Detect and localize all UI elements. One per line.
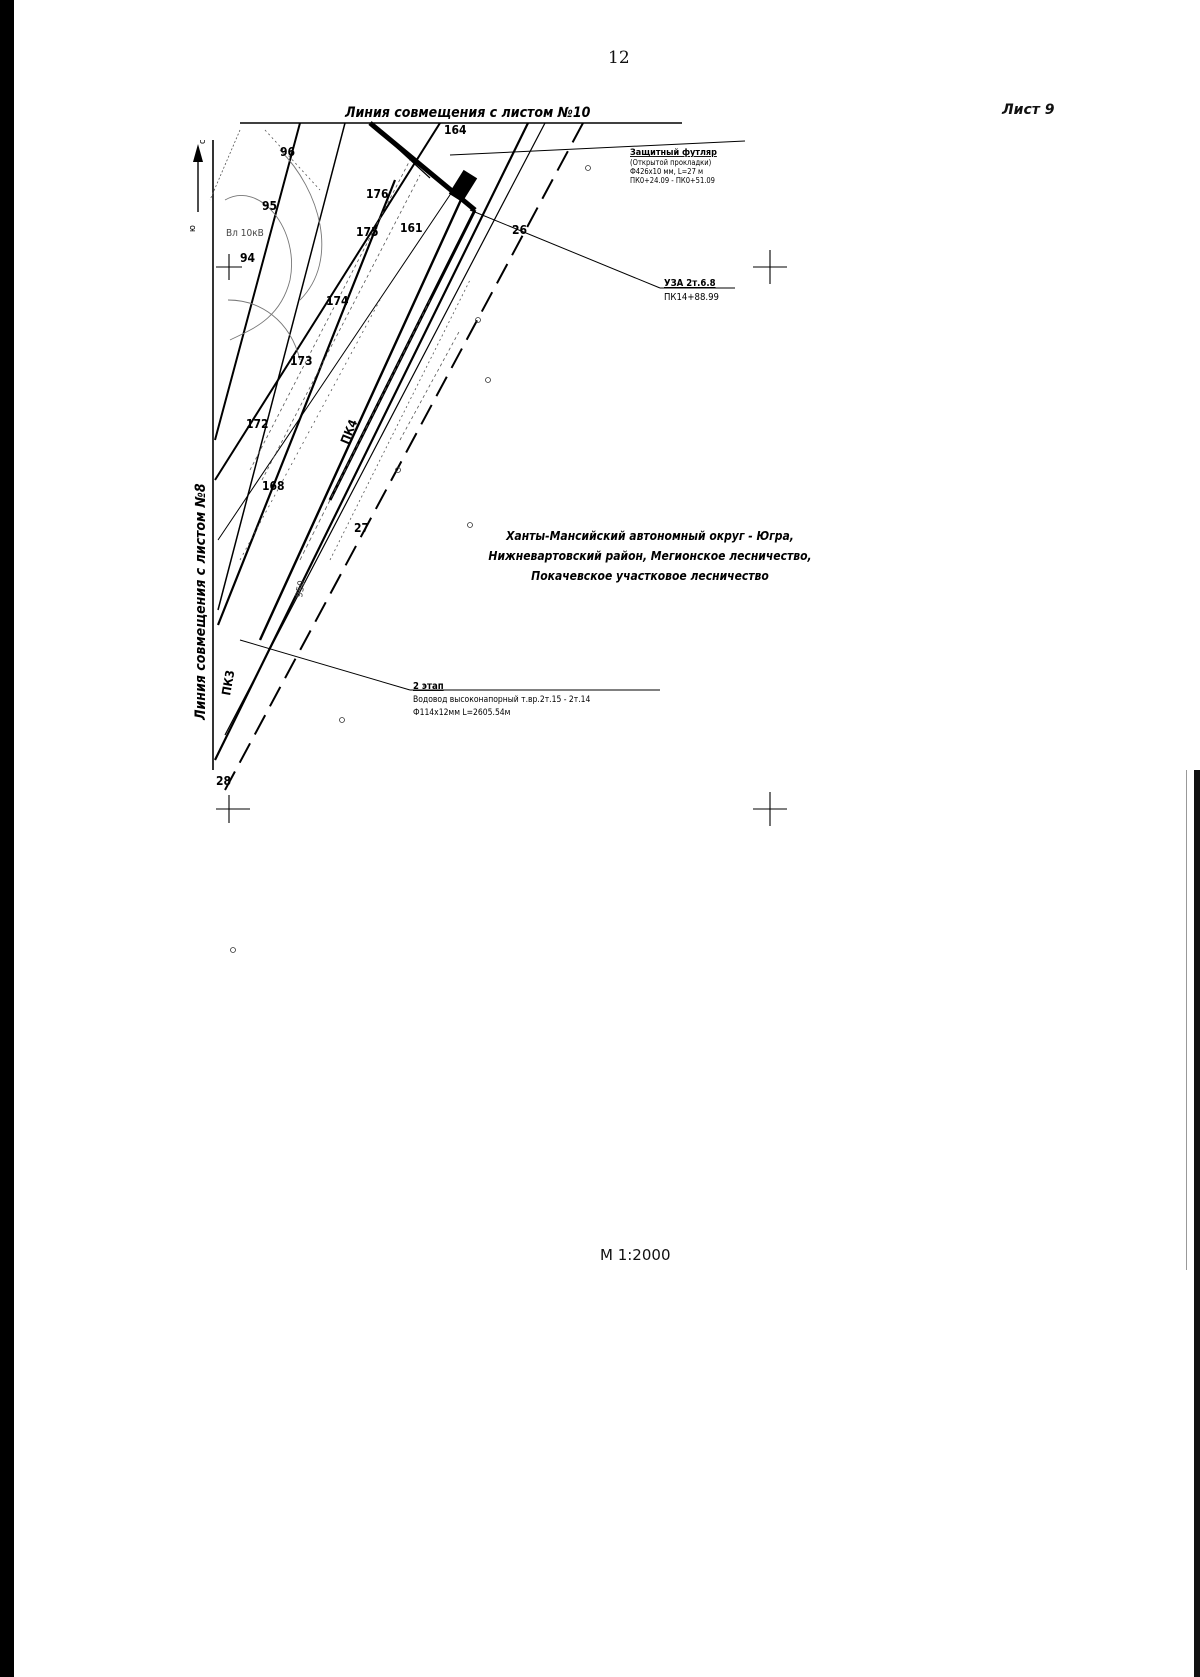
point-label: 174 — [326, 294, 349, 308]
point-label: 176 — [366, 187, 389, 201]
region-line-3: Покачевское участковое лесничество — [531, 569, 769, 583]
minor-label: 950 — [294, 579, 308, 599]
point-label: 172 — [246, 417, 269, 431]
region-line-2: Нижневартовский район, Мегионское лесничество, — [488, 549, 812, 563]
sheet-label: Лист 9 — [1002, 102, 1055, 118]
point-label: 28 — [216, 774, 232, 788]
valve-line1: ПК14+88.99 — [664, 292, 719, 303]
point-label: 95 — [262, 199, 278, 213]
casing-title: Защитный футляр — [630, 148, 717, 158]
svg-text:с: с — [198, 139, 208, 144]
point-label: 175 — [356, 225, 379, 239]
valve-title: УЗА 2т.6.8 — [664, 278, 716, 289]
point-label: 94 — [240, 251, 256, 265]
map-scale: М 1:2000 — [600, 1246, 671, 1264]
stage-line1: Водовод высоконапорный т.вр.2т.15 - 2т.14 — [413, 695, 591, 705]
stage-title: 2 этап — [413, 681, 444, 692]
region-line-1: Ханты-Мансийский автономный округ - Югра, — [506, 529, 794, 543]
point-label: 168 — [262, 479, 285, 493]
casing-line3: ПК0+24.09 - ПК0+51.09 — [630, 176, 715, 185]
svg-text:ю: ю — [188, 225, 198, 232]
north-arrow-icon — [188, 140, 208, 232]
point-label: 26 — [512, 223, 528, 237]
casing-line2: Ф426х10 мм, L=27 м — [630, 167, 704, 176]
point-label: 173 — [290, 354, 313, 368]
match-line-left-label: Линия совмещения с листом №8 — [193, 483, 209, 720]
point-label: 161 — [400, 221, 423, 235]
point-label: 96 — [280, 145, 296, 159]
point-label: 27 — [354, 521, 370, 535]
powerline-label: Вл 10кВ — [226, 228, 264, 239]
casing-line1: (Открытой прокладки) — [630, 158, 712, 167]
point-label: 164 — [444, 123, 467, 137]
pk-label: ПК4 — [337, 417, 361, 447]
hatching — [210, 130, 470, 560]
match-line-top-label: Линия совмещения с листом №10 — [345, 105, 591, 121]
page-number: 12 — [608, 48, 630, 68]
stage-line2: Ф114х12мм L=2605.54м — [413, 708, 511, 718]
pk-label: ПК3 — [219, 669, 238, 697]
